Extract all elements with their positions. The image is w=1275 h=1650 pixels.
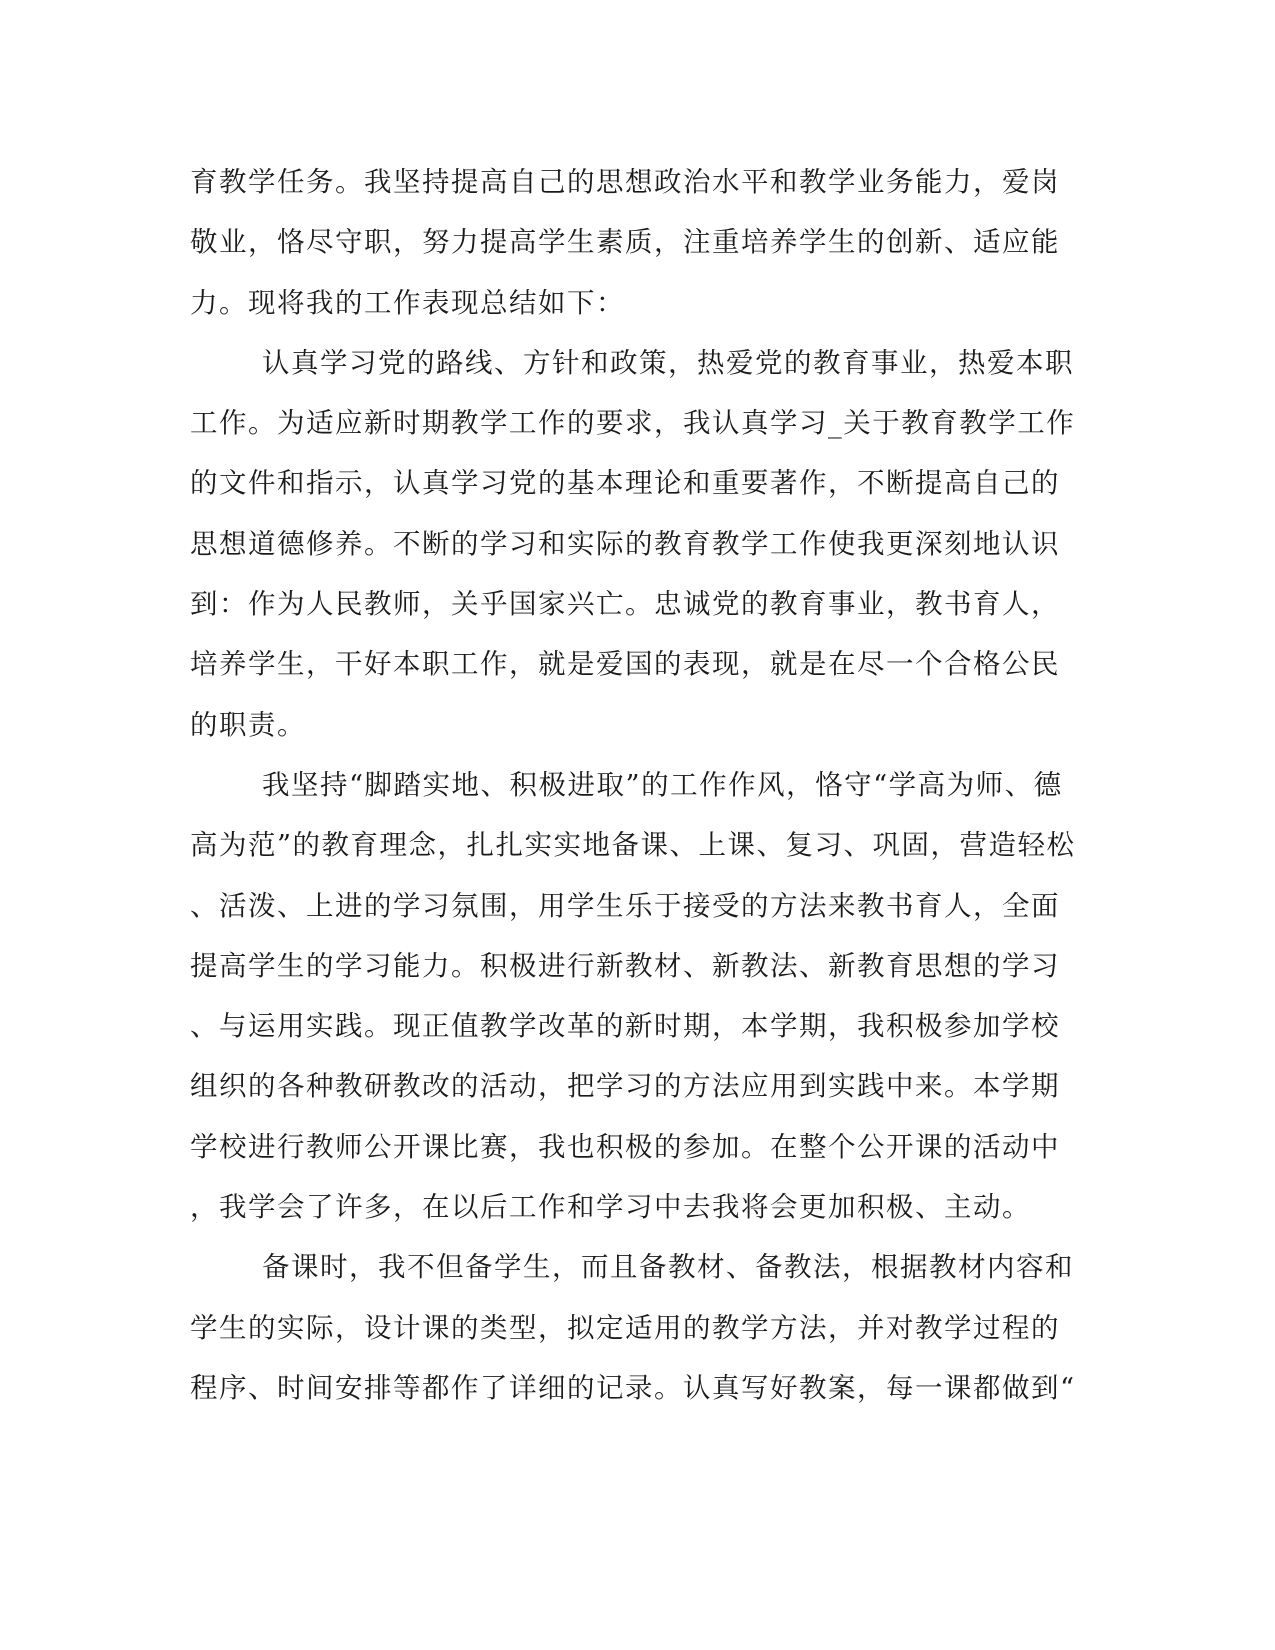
text-line: 的职责。	[190, 708, 306, 741]
text-line: 学校进行教师公开课比赛，我也积极的参加。在整个公开课的活动中	[190, 1130, 1060, 1163]
text-line: ，我学会了许多，在以后工作和学习中去我将会更加积极、主动。	[190, 1191, 1031, 1224]
text-line: 组织的各种教研教改的活动，把学习的方法应用到实践中来。本学期	[190, 1070, 1060, 1103]
body-text	[190, 152, 1076, 1418]
text-line: 的文件和指示，认真学习党的基本理论和重要著作，不断提高自己的	[190, 467, 1060, 500]
text-line: 、活泼、上进的学习氛围，用学生乐于接受的方法来教书育人，全面	[190, 889, 1060, 922]
paragraph-start-line: 备课时，我不但备学生，而且备教材、备教法，根据教材内容和	[262, 1251, 1074, 1284]
text-line: 敬业，恪尽守职，努力提高学生素质，注重培养学生的创新、适应能	[190, 226, 1060, 259]
text-line: 培养学生，干好本职工作，就是爱国的表现，就是在尽一个合格公民	[190, 648, 1060, 681]
text-line: 、与运用实践。现正值教学改革的新时期，本学期，我积极参加学校	[190, 1010, 1060, 1043]
text-line: 力。现将我的工作表现总结如下：	[190, 286, 625, 319]
paragraph-start-line: 我坚持“脚踏实地、积极进取”的工作作风，恪守“学高为师、德	[262, 768, 1063, 801]
text-line: 高为范”的教育理念，扎扎实实地备课、上课、复习、巩固，营造轻松	[190, 829, 1076, 862]
text-line: 提高学生的学习能力。积极进行新教材、新教法、新教育思想的学习	[190, 949, 1060, 982]
text-line: 学生的实际，设计课的类型，拟定适用的教学方法，并对教学过程的	[190, 1311, 1060, 1344]
text-line: 程序、时间安排等都作了详细的记录。认真写好教案，每一课都做到“	[190, 1371, 1076, 1404]
text-line: 到：作为人民教师，关乎国家兴亡。忠诚党的教育事业，教书育人，	[190, 588, 1060, 621]
text-line: 育教学任务。我坚持提高自己的思想政治水平和教学业务能力，爱岗	[190, 166, 1060, 198]
text-line: 工作。为适应新时期教学工作的要求，我认真学习_关于教育教学工作	[190, 407, 1076, 440]
paragraph-start-line: 认真学习党的路线、方针和政策，热爱党的教育事业，热爱本职	[262, 346, 1074, 379]
text-line: 思想道德修养。不断的学习和实际的教育教学工作使我更深刻地认识	[190, 527, 1060, 560]
